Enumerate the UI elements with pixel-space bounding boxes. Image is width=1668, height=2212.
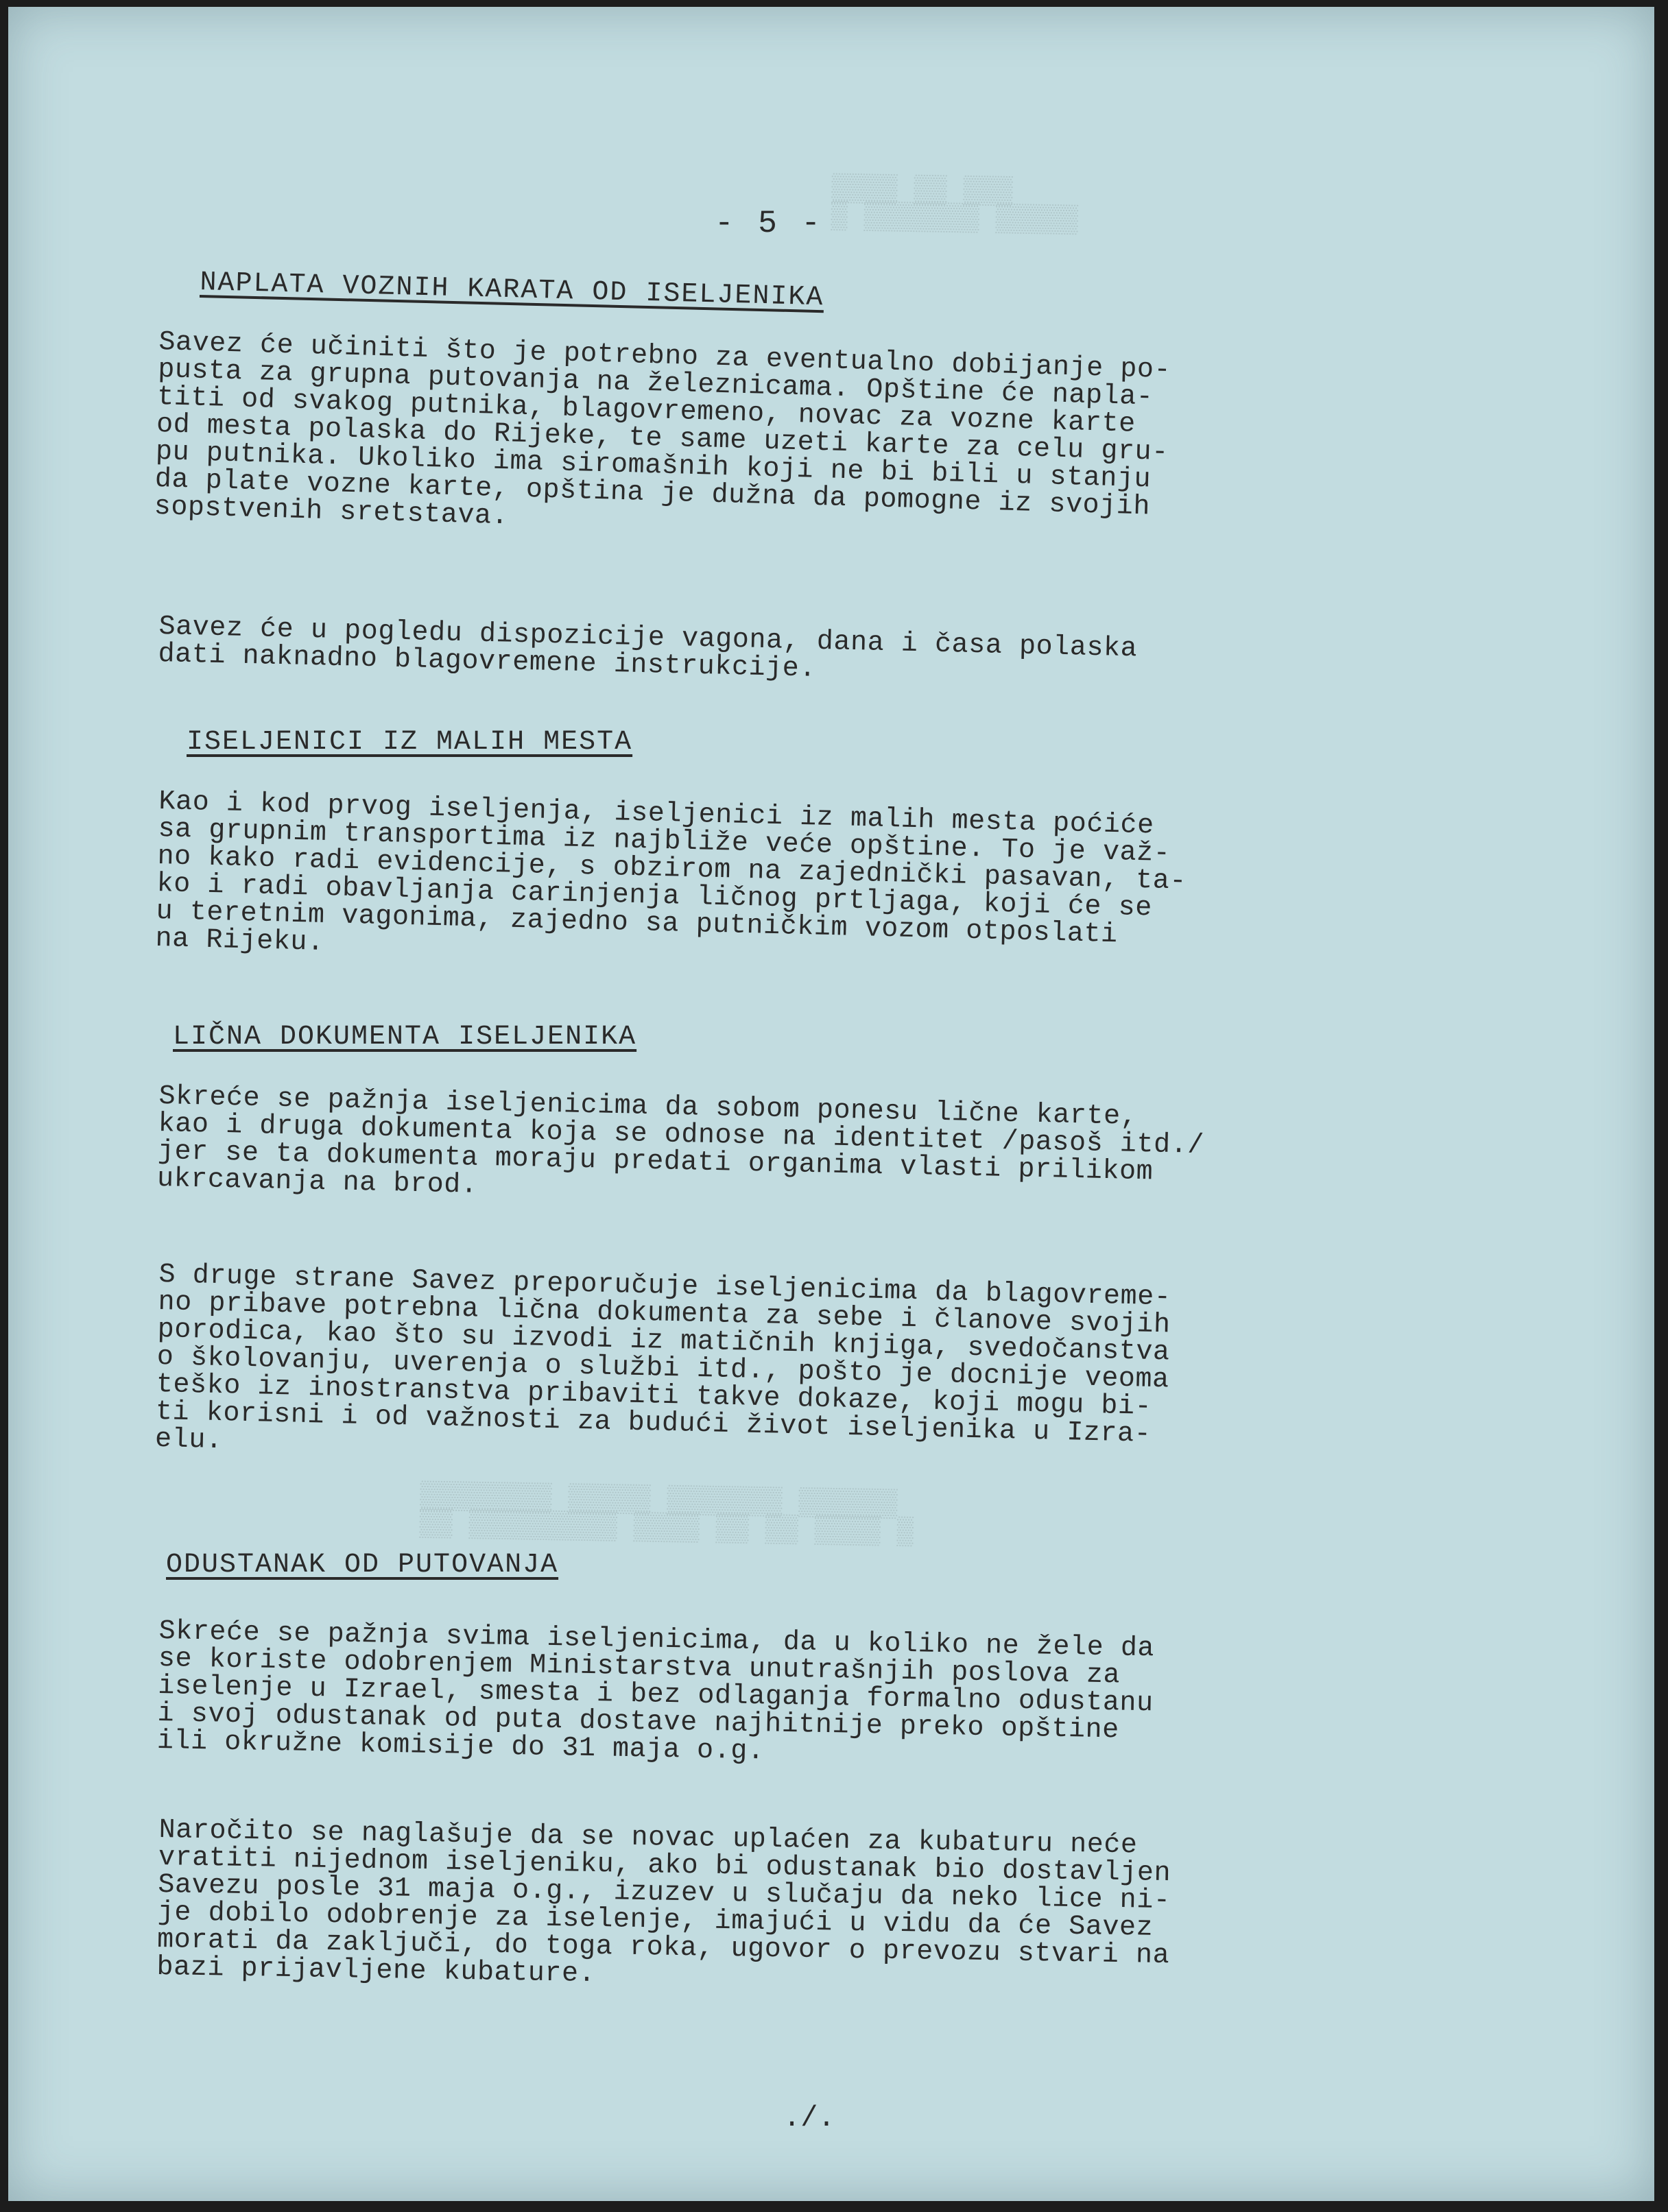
section-heading-fares: NAPLATA VOZNIH KARATA OD ISELJENIKA bbox=[199, 267, 824, 314]
section-heading-documents: LIČNA DOKUMENTA ISELJENIKA bbox=[173, 1022, 637, 1053]
paragraph-small-towns: Kao i kod prvog iseljenja, iseljenici iz malih mesta poćiće sa grupnim transportima iz najbliže veće opštine. To je važ- no kako radi evidencije, s obzirom na zajednički pasavan, ta- ko i radi obavljanja carinjenja ličnog prtljaga, koji će se u teretnim vagonima, zajedno sa putničkim vozom otposlati na Rijeku. bbox=[155, 786, 1187, 959]
section-heading-small-towns: ISELJENICI IZ MALIH MESTA bbox=[187, 727, 633, 758]
continuation-mark: ./. bbox=[783, 2102, 835, 2135]
paragraph-documents-1: Skreće se pažnja iseljenicima da sobom ponesu lične karte, kao i druga dokumenta koja se odnose na identitet /pasoš itd./ jer se ta dokumenta moraju predati organima vlasti prilikom ukrcavanja na brod. bbox=[156, 1081, 1205, 1201]
bleed-through-texture: ▒▒▒▒ ▒▒ ▒▒▒ ▒ ▒▒▒▒▒▒▒ ▒▒▒▒▒ bbox=[831, 173, 1079, 237]
page-number: - 5 - bbox=[715, 206, 824, 241]
paragraph-documents-2: S druge strane Savez preporučuje iseljenicima da blagovreme- no pribave potrebna lična dokumenta za sebe i članove svojih porodica, kao što su izvodi iz matičnih knjiga, svedočanstva o školovanju, uverenja o službi itd., pošto je docnije veoma teško iz inostranstva pribaviti takve dokaze, koji mogu bi- ti korisni i od važnosti za budući život iseljenika u Izra- elu. bbox=[154, 1260, 1171, 1457]
paragraph-fares-2: Savez će u pogledu dispozicije vagona, dana i časa polaska dati naknadno blagovremene instrukcije. bbox=[158, 612, 1138, 685]
paragraph-fares-1: Savez će učiniti što je potrebno za eventualno dobijanje po- pusta za grupna putovanja na železnicama. Opštine će napla- titi od svakog putnika, blagovremeno, novac za vozne karte od mesta polaska do Rijeke, te same uzeti karte za celu gru- pu putnika. Ukoliko ima siromašnih koji ne bi bili u stanju da plate vozne karte, opština je dužna da pomogne iz svojih sopstvenih sretstava. bbox=[154, 327, 1171, 533]
paragraph-withdrawal-2: Naročito se naglašuje da se novac uplaćen za kubaturu neće vratiti nijednom iseljeniku, ako bi odustanak bio dostavljen Savezu posle 31 maja o.g., izuzev u slučaju da neko lice ni- je dobilo odobrenje za iselenje, imajući u vidu da će Savez morati da zaključi, do toga roka, ugovor o prevozu stvari na bazi prijavljene kubature. bbox=[156, 1815, 1171, 1991]
bleed-through-texture-lower: ▒▒▒▒▒▒▒▒ ▒▒▒▒▒ ▒▒▒▒▒▒▒ ▒▒▒▒▒▒ ▒▒ ▒▒▒▒▒▒▒▒▒ ▒▒▒▒ ▒▒ ▒▒ ▒▒▒▒ ▒ bbox=[419, 1481, 914, 1549]
paragraph-withdrawal-1: Skreće se pažnja svima iseljenicima, da u koliko ne žele da se koriste odobrenjem Ministarstva unutrašnjih poslova za iselenje u Izrael, smesta i bez odlaganja formalno odustanu i svoj odustanak od puta dostave najhitnije preko opštine ili okružne komisije do 31 maja o.g. bbox=[156, 1616, 1155, 1768]
section-heading-withdrawal: ODUSTANAK OD PUTOVANJA bbox=[166, 1550, 559, 1580]
document-page bbox=[8, 7, 1654, 2201]
